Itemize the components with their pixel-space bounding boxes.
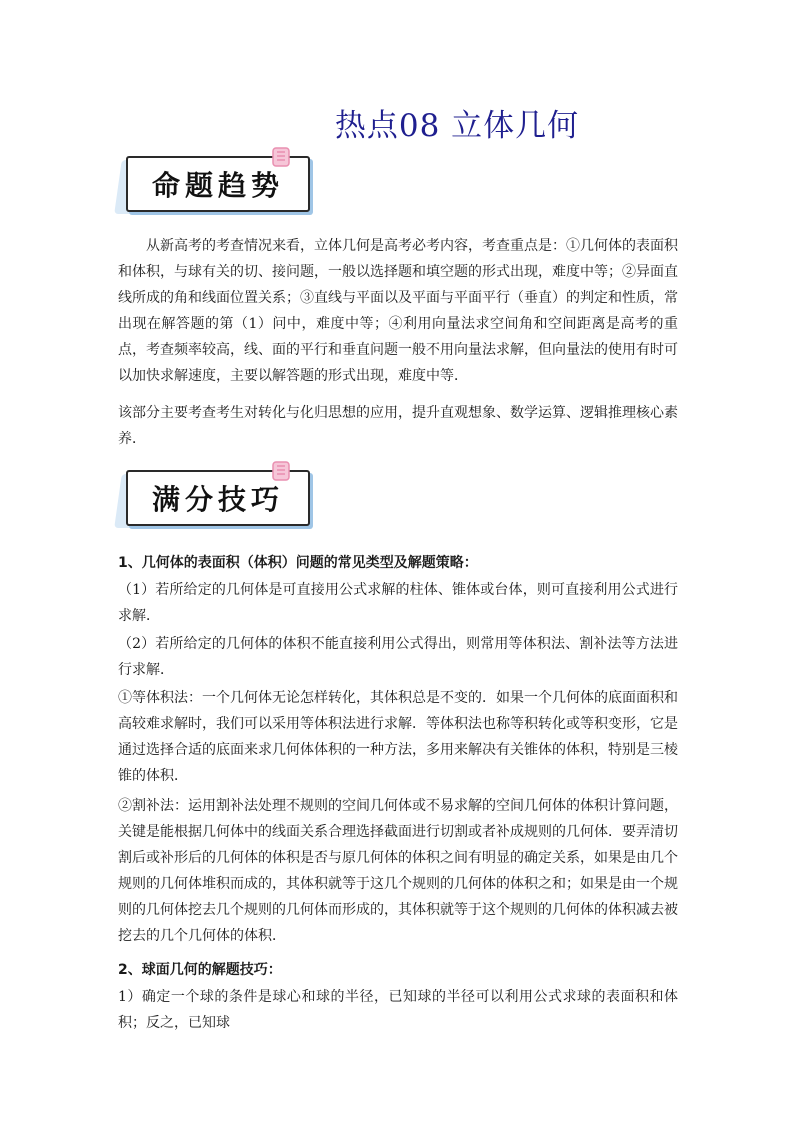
skill-1-item-3: ①等体积法：一个几何体无论怎样转化，其体积总是不变的．如果一个几何体的底面面积和高较难求解时，我们可以采用等体积法进行求解．等体积法也称等积转化或等积变形，它是通过选择合适的底面来求几何体体积的一种方法，多用来解决有关锥体的体积，特别是三棱锥的体积．	[118, 690, 678, 784]
skill-1-item-1: （1）若所给定的几何体是可直接用公式求解的柱体、锥体或台体，则可直接利用公式进行求解．	[118, 582, 678, 624]
paper-clip-icon	[270, 146, 292, 168]
trend-paragraph-1: 从新高考的考查情况来看，立体几何是高考必考内容，考查重点是：①几何体的表面积和体积，与球有关的切、接问题，一般以选择题和填空题的形式出现，难度中等；②异面直线所成的角和线面位置关系；③直线与平面以及平面与平面平行（垂直）的判定和性质，常出现在解答题的第（1）问中，难度中等；④利用向量法求空间角和空间距离是高考的重点，考查频率较高，线、面的平行和垂直问题一般不用向量法求解，但向量法的使用有时可以加快求解速度，主要以解答题的形式出现，难度中等．	[118, 238, 678, 384]
skill-2-heading: 2、球面几何的解题技巧：	[118, 962, 282, 978]
skill-1-item-2: （2）若所给定的几何体的体积不能直接利用公式得出，则常用等体积法、割补法等方法进行求解．	[118, 636, 678, 678]
skill-1-item-4: ②割补法：运用割补法处理不规则的空间几何体或不易求解的空间几何体的体积计算问题，关键是能根据几何体中的线面关系合理选择截面进行切割或者补成规则的几何体．要弄清切割后或补形后的几何体的体积是否与原几何体的体积之间有明显的确定关系，如果是由几个规则的几何体堆积而成的，其体积就等于这几个规则的几何体的体积之和；如果是由一个规则的几何体挖去几个规则的几何体而形成的，其体积就等于这个规则的几何体的体积减去被挖去的几个几何体的体积．	[118, 798, 678, 944]
section-banner-trend	[118, 156, 308, 218]
skill-2-item-1: 1）确定一个球的条件是球心和球的半径，已知球的半径可以利用公式求球的表面积和体积；反之，已知球	[118, 989, 678, 1031]
trend-paragraph-2: 该部分主要考查考生对转化与化归思想的应用，提升直观想象、数学运算、逻辑推理核心素养．	[118, 405, 678, 447]
section-title-trend: 命题趋势	[126, 156, 310, 212]
section-banner-skills	[118, 470, 308, 532]
page-title: 热点08 立体几何	[334, 108, 580, 144]
paper-clip-icon	[270, 460, 292, 482]
section-title-skills: 满分技巧	[126, 470, 310, 526]
skill-1-heading: 1、几何体的表面积（体积）问题的常见类型及解题策略：	[118, 555, 478, 571]
